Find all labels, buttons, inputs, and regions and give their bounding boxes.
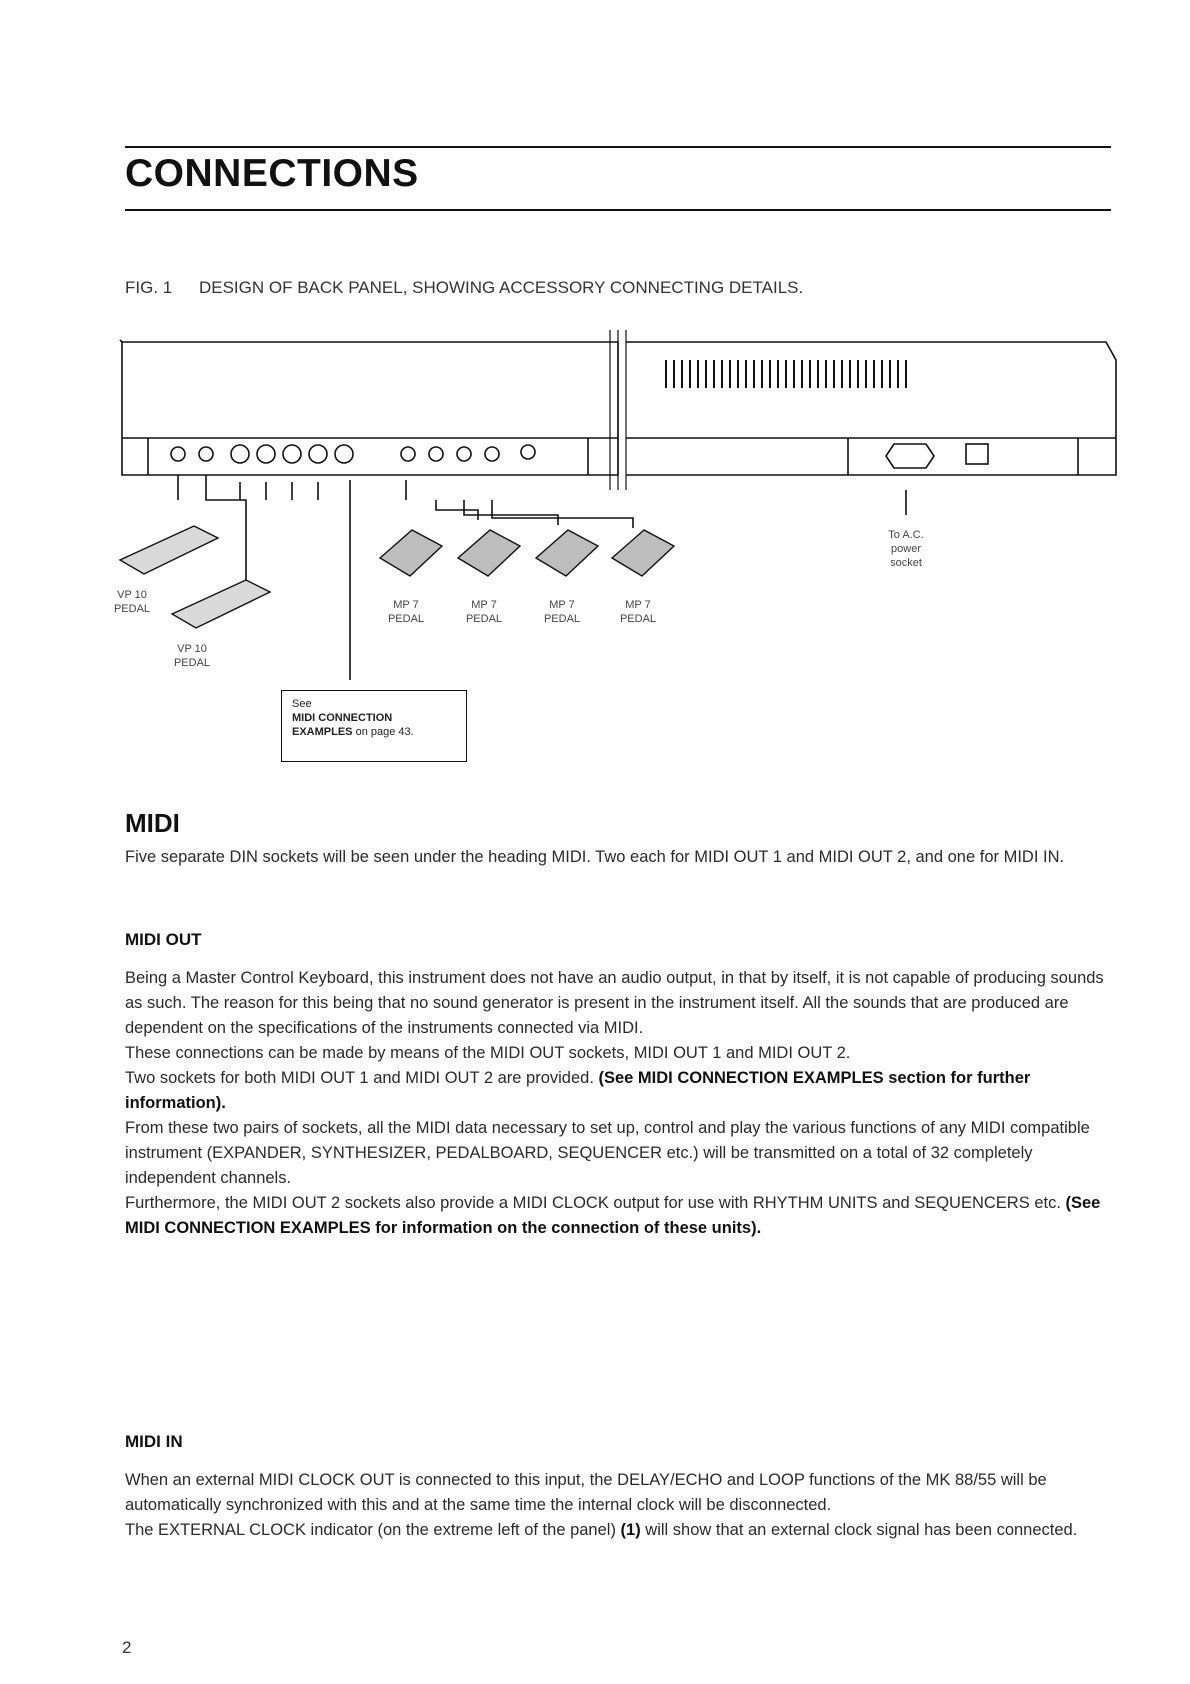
din-socket xyxy=(309,445,327,463)
power-switch xyxy=(966,444,988,464)
jack-socket xyxy=(429,447,443,461)
page-title: CONNECTIONS xyxy=(125,152,419,195)
mp7-pedal-drawing xyxy=(612,530,674,576)
midi-in-p2-tail: will show that an external clock signal has been connected. xyxy=(640,1521,1078,1539)
midi-in-p2-ref: (1) xyxy=(620,1521,641,1539)
din-socket xyxy=(335,445,353,463)
din-socket xyxy=(257,445,275,463)
midi-paragraph: Five separate DIN sockets will be seen under the heading MIDI. Two each for MIDI OUT 1 and MIDI OUT 2, and one for MIDI IN. xyxy=(125,848,1065,866)
midi-out-p3-text: Two sockets for both MIDI OUT 1 and MIDI OUT 2 are provided. xyxy=(125,1069,599,1087)
vp10-pedal-label-1: VP 10 PEDAL xyxy=(113,589,151,615)
midi-out-p5-text: Furthermore, the MIDI OUT 2 sockets also provide a MIDI CLOCK output for use with RHYTHM UNITS and SEQUENCERS etc. xyxy=(125,1194,1066,1212)
see-box-line2: MIDI CONNECTION xyxy=(292,712,393,724)
clock-indicator xyxy=(521,445,535,459)
mp7-pedal-label-3: MP 7 PEDAL xyxy=(543,599,581,625)
see-box-line3-bold: EXAMPLES xyxy=(292,726,353,738)
panel-left-body xyxy=(122,342,618,475)
back-panel-drawing xyxy=(118,330,1118,780)
midi-out-paragraph-3 xyxy=(125,1066,1110,1116)
jack-socket xyxy=(457,447,471,461)
jack-socket xyxy=(485,447,499,461)
section-heading-midi-out: MIDI OUT xyxy=(125,930,202,949)
jack-socket xyxy=(171,447,185,461)
mp7-pedal-label-4: MP 7 PEDAL xyxy=(619,599,657,625)
midi-in-body xyxy=(125,1468,1110,1543)
midi-out-paragraph-5 xyxy=(125,1191,1110,1241)
midi-out-p5-reference: (See MIDI CONNECTION EXAMPLES for information on the connection of these units). xyxy=(125,1194,1101,1237)
midi-out-paragraph-4: From these two pairs of sockets, all the MIDI data necessary to set up, control and play the various functions of any MIDI compatible instrument (EXPANDER, SYNTHESIZER, PEDALBOARD, SEQUENCER etc.) will be transmitted on a total of 32 completely independent channels. xyxy=(125,1119,1090,1187)
section-heading-midi: MIDI xyxy=(125,808,180,838)
mp7-pedal-label-2: MP 7 PEDAL xyxy=(465,599,503,625)
panel-right-body xyxy=(626,342,1116,475)
mp7-pedal-drawing xyxy=(458,530,520,576)
see-box-line1: See xyxy=(292,698,312,710)
midi-in-paragraph-1: When an external MIDI CLOCK OUT is connected to this input, the DELAY/ECHO and LOOP functions of the MK 88/55 will be automatically synchronized with this and at the same time the internal clock will be disconnected. xyxy=(125,1471,1047,1514)
vp10-pedal-label-2: VP 10 PEDAL xyxy=(173,643,211,669)
power-socket-label: To A.C. power socket xyxy=(888,529,924,569)
din-socket xyxy=(283,445,301,463)
section-heading-midi-in: MIDI IN xyxy=(125,1432,183,1451)
jack-socket xyxy=(199,447,213,461)
figure-caption-text: DESIGN OF BACK PANEL, SHOWING ACCESSORY CONNECTING DETAILS. xyxy=(198,278,804,297)
top-rule xyxy=(125,146,1111,148)
vp10-pedal-drawing xyxy=(120,526,218,574)
midi-out-paragraph-2: These connections can be made by means of the MIDI OUT sockets, MIDI OUT 1 and MIDI OUT 2. xyxy=(125,1044,851,1062)
jack-socket xyxy=(401,447,415,461)
midi-out-paragraph-1: Being a Master Control Keyboard, this instrument does not have an audio output, in that by itself, it is not capable of producing sounds as such. The reason for this being that no sound generator is present in the instrument itself. All the sounds that are produced are dependent on the specifications of the instruments connected via MIDI. xyxy=(125,969,1104,1037)
back-panel-figure xyxy=(113,330,1118,780)
midi-out-body xyxy=(125,966,1110,1241)
figure-number: FIG. 1 xyxy=(125,278,173,297)
power-strip-frame xyxy=(848,438,1078,475)
mp7-pedal-drawing xyxy=(536,530,598,576)
midi-in-paragraph-2 xyxy=(125,1518,1110,1543)
mp7-pedal-label-1: MP 7 PEDAL xyxy=(387,599,425,625)
see-box-line3-rest: on page 43. xyxy=(352,726,414,738)
din-socket xyxy=(231,445,249,463)
panel-grille xyxy=(666,360,906,388)
page-number: 2 xyxy=(122,1638,132,1657)
see-midi-examples-box xyxy=(281,690,467,762)
mp7-pedal-drawing xyxy=(380,530,442,576)
vp10-pedal-drawing xyxy=(172,580,270,628)
figure-caption xyxy=(125,278,803,298)
title-rule xyxy=(125,209,1111,211)
midi-out-p3-reference: (See MIDI CONNECTION EXAMPLES section for further information). xyxy=(125,1069,1031,1112)
midi-in-p2-text: The EXTERNAL CLOCK indicator (on the extreme left of the panel) xyxy=(125,1521,621,1539)
mains-socket xyxy=(886,444,934,468)
